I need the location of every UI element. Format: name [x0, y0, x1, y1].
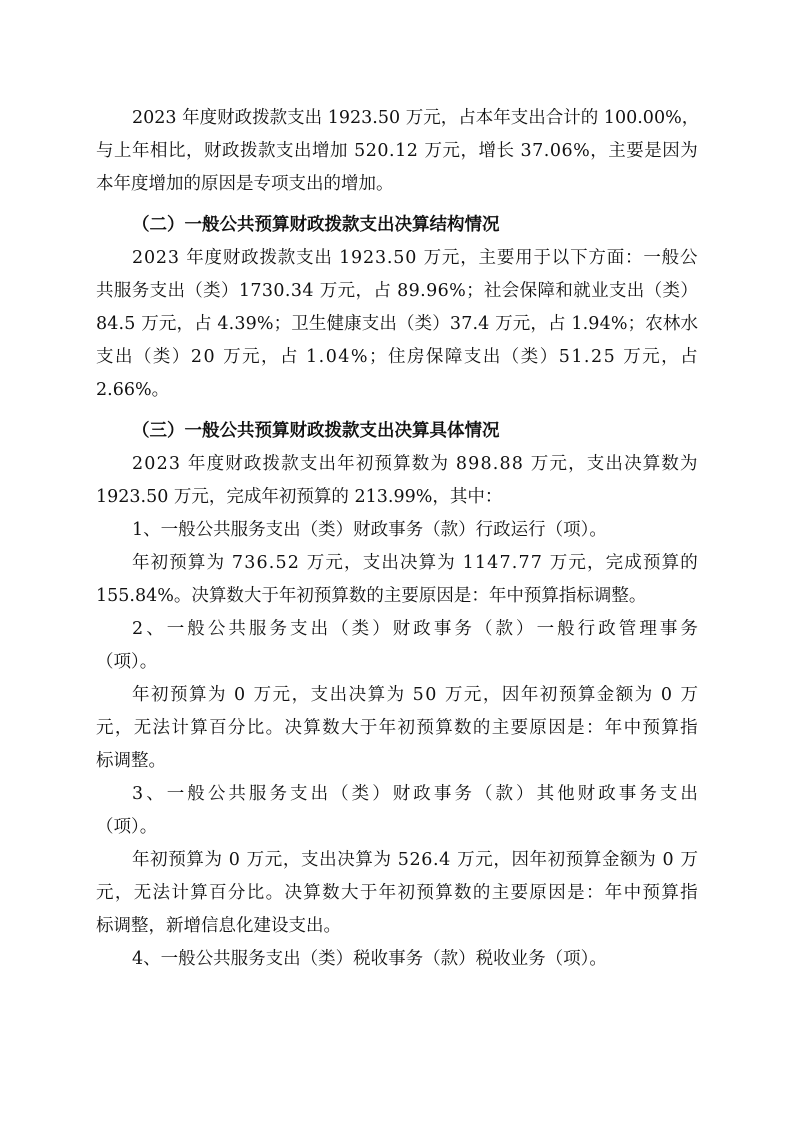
- text-line: [96, 811, 698, 844]
- text-line: [96, 415, 698, 448]
- text-line: [96, 481, 698, 514]
- text-line: [96, 745, 698, 778]
- text-line: [96, 778, 698, 811]
- text-line: [96, 308, 698, 341]
- line-text: 1923.50 万元，完成年初预算的 213.99%，其中：: [96, 487, 503, 507]
- line-text: 8 4 . 5 万 元 ， 占 4 . 3 9 % ； 卫 生 健 康 支 出 （ 类 ） 3 7 . 4 万 元 ， 占 1 . 9 4 % ； 农 林 水: [96, 314, 698, 334]
- text-line: [96, 712, 698, 745]
- line-text: 支 出 （ 类 ） 2 0 万 元 ， 占 1 . 0 4 % ； 住 房 保 障 支 出 （ 类 ） 5 1 . 2 5 万 元 ， 占: [96, 347, 698, 367]
- line-text: 155.84%。决算数大于年初预算数的主要原因是：年中预算指标调整。: [96, 586, 647, 606]
- text-line: [96, 844, 698, 877]
- text-line: [96, 341, 698, 374]
- line-text: 2 0 2 3 年 度 财 政 拨 款 支 出 年 初 预 算 数 为 8 9 8 . 8 8 万 元 ， 支 出 决 算 数 为: [132, 454, 698, 474]
- line-text: （三）一般公共预算财政拨款支出决算具体情况: [132, 421, 500, 441]
- body-paragraph: [96, 844, 698, 943]
- line-text: 4、一般公共服务支出（类）税收事务（款）税收业务（项）。: [132, 949, 607, 969]
- line-text: 年 初 预 算 为 0 万 元 ， 支 出 决 算 为 5 0 万 元 ， 因 年 初 预 算 金 额 为 0 万: [132, 685, 698, 705]
- body-paragraph: [96, 679, 698, 778]
- body-paragraph: [96, 943, 698, 976]
- text-line: [96, 209, 698, 242]
- text-line: [96, 679, 698, 712]
- line-text: 3 、 一 般 公 共 服 务 支 出 （ 类 ） 财 政 事 务 （ 款 ） 其 他 财 政 事 务 支 出: [132, 784, 698, 804]
- text-line: [96, 580, 698, 613]
- text-line: [96, 448, 698, 481]
- line-text: 2 0 2 3 年 度 财 政 拨 款 支 出 1 9 2 3 . 5 0 万 元 ， 主 要 用 于 以 下 方 面 ： 一 般 公: [132, 248, 698, 268]
- line-text: （项）。: [96, 652, 158, 672]
- line-text: （项）。: [96, 817, 158, 837]
- line-text: 共 服 务 支 出 （ 类 ） 1 7 3 0 . 3 4 万 元 ， 占 8 9 . 9 6 % ； 社 会 保 障 和 就 业 支 出 （ 类 ）: [96, 281, 698, 301]
- text-line: [96, 514, 698, 547]
- section-heading: [96, 209, 698, 242]
- body-paragraph: [96, 242, 698, 407]
- text-line: [96, 613, 698, 646]
- body-paragraph: [96, 448, 698, 514]
- text-line: [96, 242, 698, 275]
- line-text: 年 初 预 算 为 0 万 元 ， 支 出 决 算 为 5 2 6 . 4 万 元 ， 因 年 初 预 算 金 额 为 0 万: [132, 850, 698, 870]
- line-text: 2.66%。: [96, 380, 170, 400]
- text-line: [96, 135, 698, 168]
- line-text: 年 初 预 算 为 7 3 6 . 5 2 万 元 ， 支 出 决 算 为 1 1 4 7 . 7 7 万 元 ， 完 成 预 算 的: [132, 553, 698, 573]
- text-line: [96, 877, 698, 910]
- body-paragraph: [96, 778, 698, 844]
- text-line: [96, 168, 698, 201]
- line-text: 2 、 一 般 公 共 服 务 支 出 （ 类 ） 财 政 事 务 （ 款 ） 一 般 行 政 管 理 事 务: [132, 619, 698, 639]
- line-text: 2 0 2 3 年 度 财 政 拨 款 支 出 1 9 2 3 . 5 0 万 元 ， 占 本 年 支 出 合 计 的 1 0 0 . 0 0 % ，: [132, 108, 700, 128]
- document-body: [96, 102, 698, 976]
- line-text: 元 ， 无 法 计 算 百 分 比 。 决 算 数 大 于 年 初 预 算 数 的 主 要 原 因 是 ： 年 中 预 算 指: [96, 883, 698, 903]
- line-text: （二）一般公共预算财政拨款支出决算结构情况: [132, 215, 500, 235]
- section-heading: [96, 415, 698, 448]
- text-line: [96, 374, 698, 407]
- text-line: [96, 910, 698, 943]
- line-text: 本年度增加的原因是专项支出的增加。: [96, 174, 394, 194]
- text-line: [96, 646, 698, 679]
- text-line: [96, 275, 698, 308]
- line-text: 元 ， 无 法 计 算 百 分 比 。 决 算 数 大 于 年 初 预 算 数 的 主 要 原 因 是 ： 年 中 预 算 指: [96, 718, 698, 738]
- text-line: [96, 547, 698, 580]
- line-text: 标调整。: [96, 751, 166, 771]
- text-line: [96, 102, 698, 135]
- line-text: 1、一般公共服务支出（类）财政事务（款）行政运行（项）。: [132, 520, 607, 540]
- text-line: [96, 943, 698, 976]
- body-paragraph: [96, 514, 698, 547]
- body-paragraph: [96, 547, 698, 613]
- body-paragraph: [96, 613, 698, 679]
- body-paragraph: [96, 102, 698, 201]
- line-text: 标调整，新增信息化建设支出。: [96, 916, 341, 936]
- line-text: 与 上 年 相 比 ， 财 政 拨 款 支 出 增 加 5 2 0 . 1 2 万 元 ， 增 长 3 7 . 0 6 % ， 主 要 是 因 为: [96, 141, 698, 161]
